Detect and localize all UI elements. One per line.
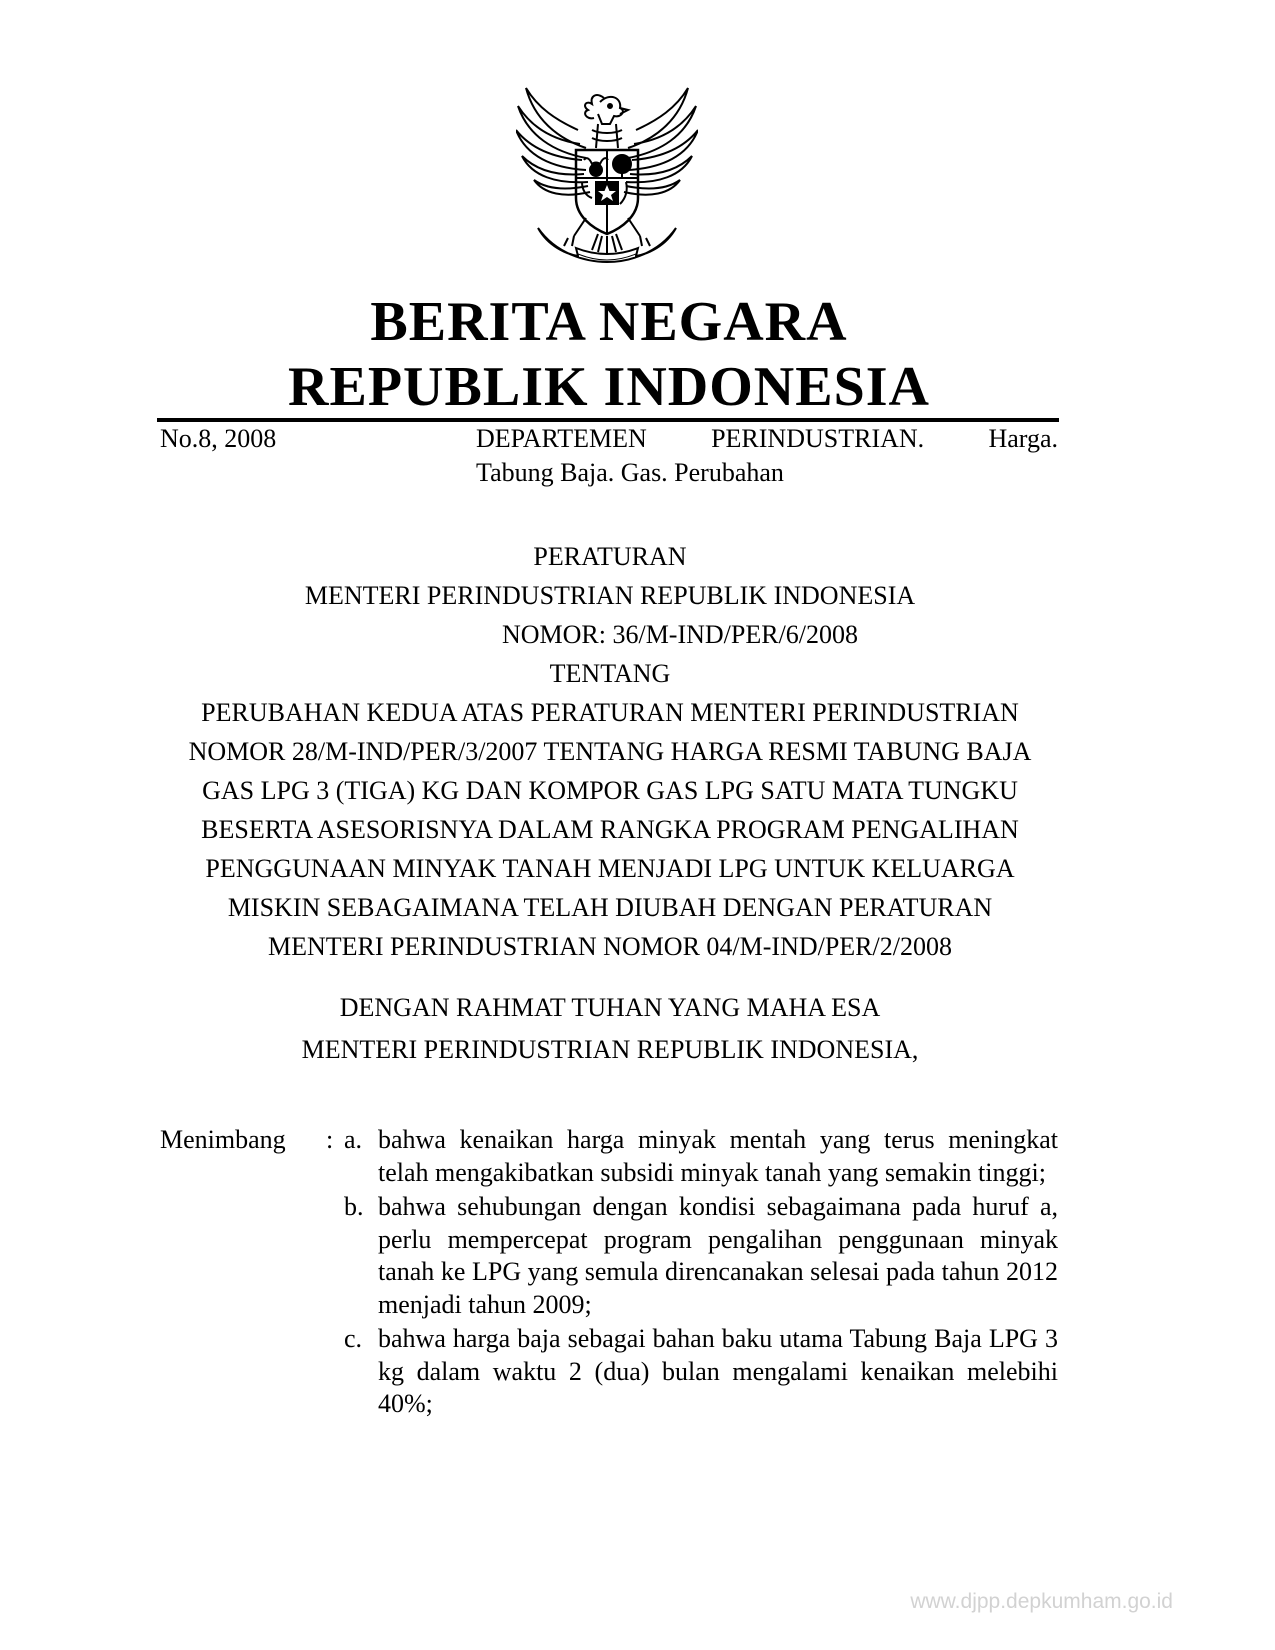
regulation-number: NOMOR: 36/M-IND/PER/6/2008	[501, 620, 859, 649]
regulation-title-line: NOMOR 28/M-IND/PER/3/2007 TENTANG HARGA RESMI TABUNG BAJA	[188, 737, 1032, 766]
list-item	[330, 1323, 1058, 1421]
regulation-about: TENTANG	[549, 659, 671, 688]
garuda-pancasila-emblem-icon	[516, 78, 698, 270]
list-item	[330, 1124, 1058, 1189]
item-text: bahwa kenaikan harga minyak mentah yang terus meningkat telah mengakibatkan subsidi minyak tanah yang semakin tinggi;	[378, 1125, 1058, 1187]
issue-subject-word: Harga.	[988, 424, 1058, 453]
regulation-issuer: MENTERI PERINDUSTRIAN REPUBLIK INDONESIA	[304, 581, 916, 610]
regulation-title-line: GAS LPG 3 (TIGA) KG DAN KOMPOR GAS LPG SATU MATA TUNGKU	[202, 776, 1018, 805]
issue-subject-word: PERINDUSTRIAN.	[711, 424, 925, 453]
item-marker: a.	[344, 1125, 363, 1154]
list-item	[330, 1191, 1058, 1321]
regulation-title-line: BESERTA ASESORISNYA DALAM RANGKA PROGRAM PENGALIHAN	[201, 815, 1019, 844]
issue-number: No.8, 2008	[160, 424, 277, 453]
regulation-title-line: MENTERI PERINDUSTRIAN NOMOR 04/M-IND/PER/2/2008	[268, 932, 952, 961]
item-marker: b.	[344, 1192, 364, 1221]
item-marker: c.	[344, 1324, 363, 1353]
item-text: bahwa harga baja sebagai bahan baku utama Tabung Baja LPG 3 kg dalam waktu 2 (dua) bulan mengalami kenaikan melebihi 40%;	[378, 1324, 1058, 1418]
considering-list	[330, 1124, 1058, 1423]
minister-title: MENTERI PERINDUSTRIAN REPUBLIK INDONESIA,	[301, 1035, 919, 1064]
considering-colon: :	[326, 1125, 334, 1154]
regulation-heading	[140, 537, 1080, 966]
masthead-title-line1: BERITA NEGARA	[370, 291, 848, 353]
issue-subject-line2: Tabung Baja. Gas. Perubahan	[476, 458, 784, 487]
regulation-title-line: PENGGUNAAN MINYAK TANAH MENJADI LPG UNTUK KELUARGA	[205, 854, 1015, 883]
preamble	[140, 987, 1080, 1071]
regulation-title-line: MISKIN SEBAGAIMANA TELAH DIUBAH DENGAN PERATURAN	[227, 893, 993, 922]
regulation-title-line: PERUBAHAN KEDUA ATAS PERATURAN MENTERI PERINDUSTRIAN	[201, 698, 1019, 727]
issue-subject	[476, 422, 1058, 490]
invocation: DENGAN RAHMAT TUHAN YANG MAHA ESA	[339, 993, 881, 1022]
regulation-type: PERATURAN	[533, 542, 687, 571]
source-watermark: www.djpp.depkumham.go.id	[910, 1590, 1173, 1613]
issue-subject-word: DEPARTEMEN	[476, 424, 647, 453]
considering-label: Menimbang	[160, 1125, 286, 1154]
item-text: bahwa sehubungan dengan kondisi sebagaimana pada huruf a, perlu mempercepat program pengalihan penggunaan minyak tanah ke LPG yang semula direncanakan selesai pada tahun 2012 menjadi tahun 2009;	[378, 1192, 1058, 1319]
masthead-title-line2: REPUBLIK INDONESIA	[288, 356, 930, 418]
